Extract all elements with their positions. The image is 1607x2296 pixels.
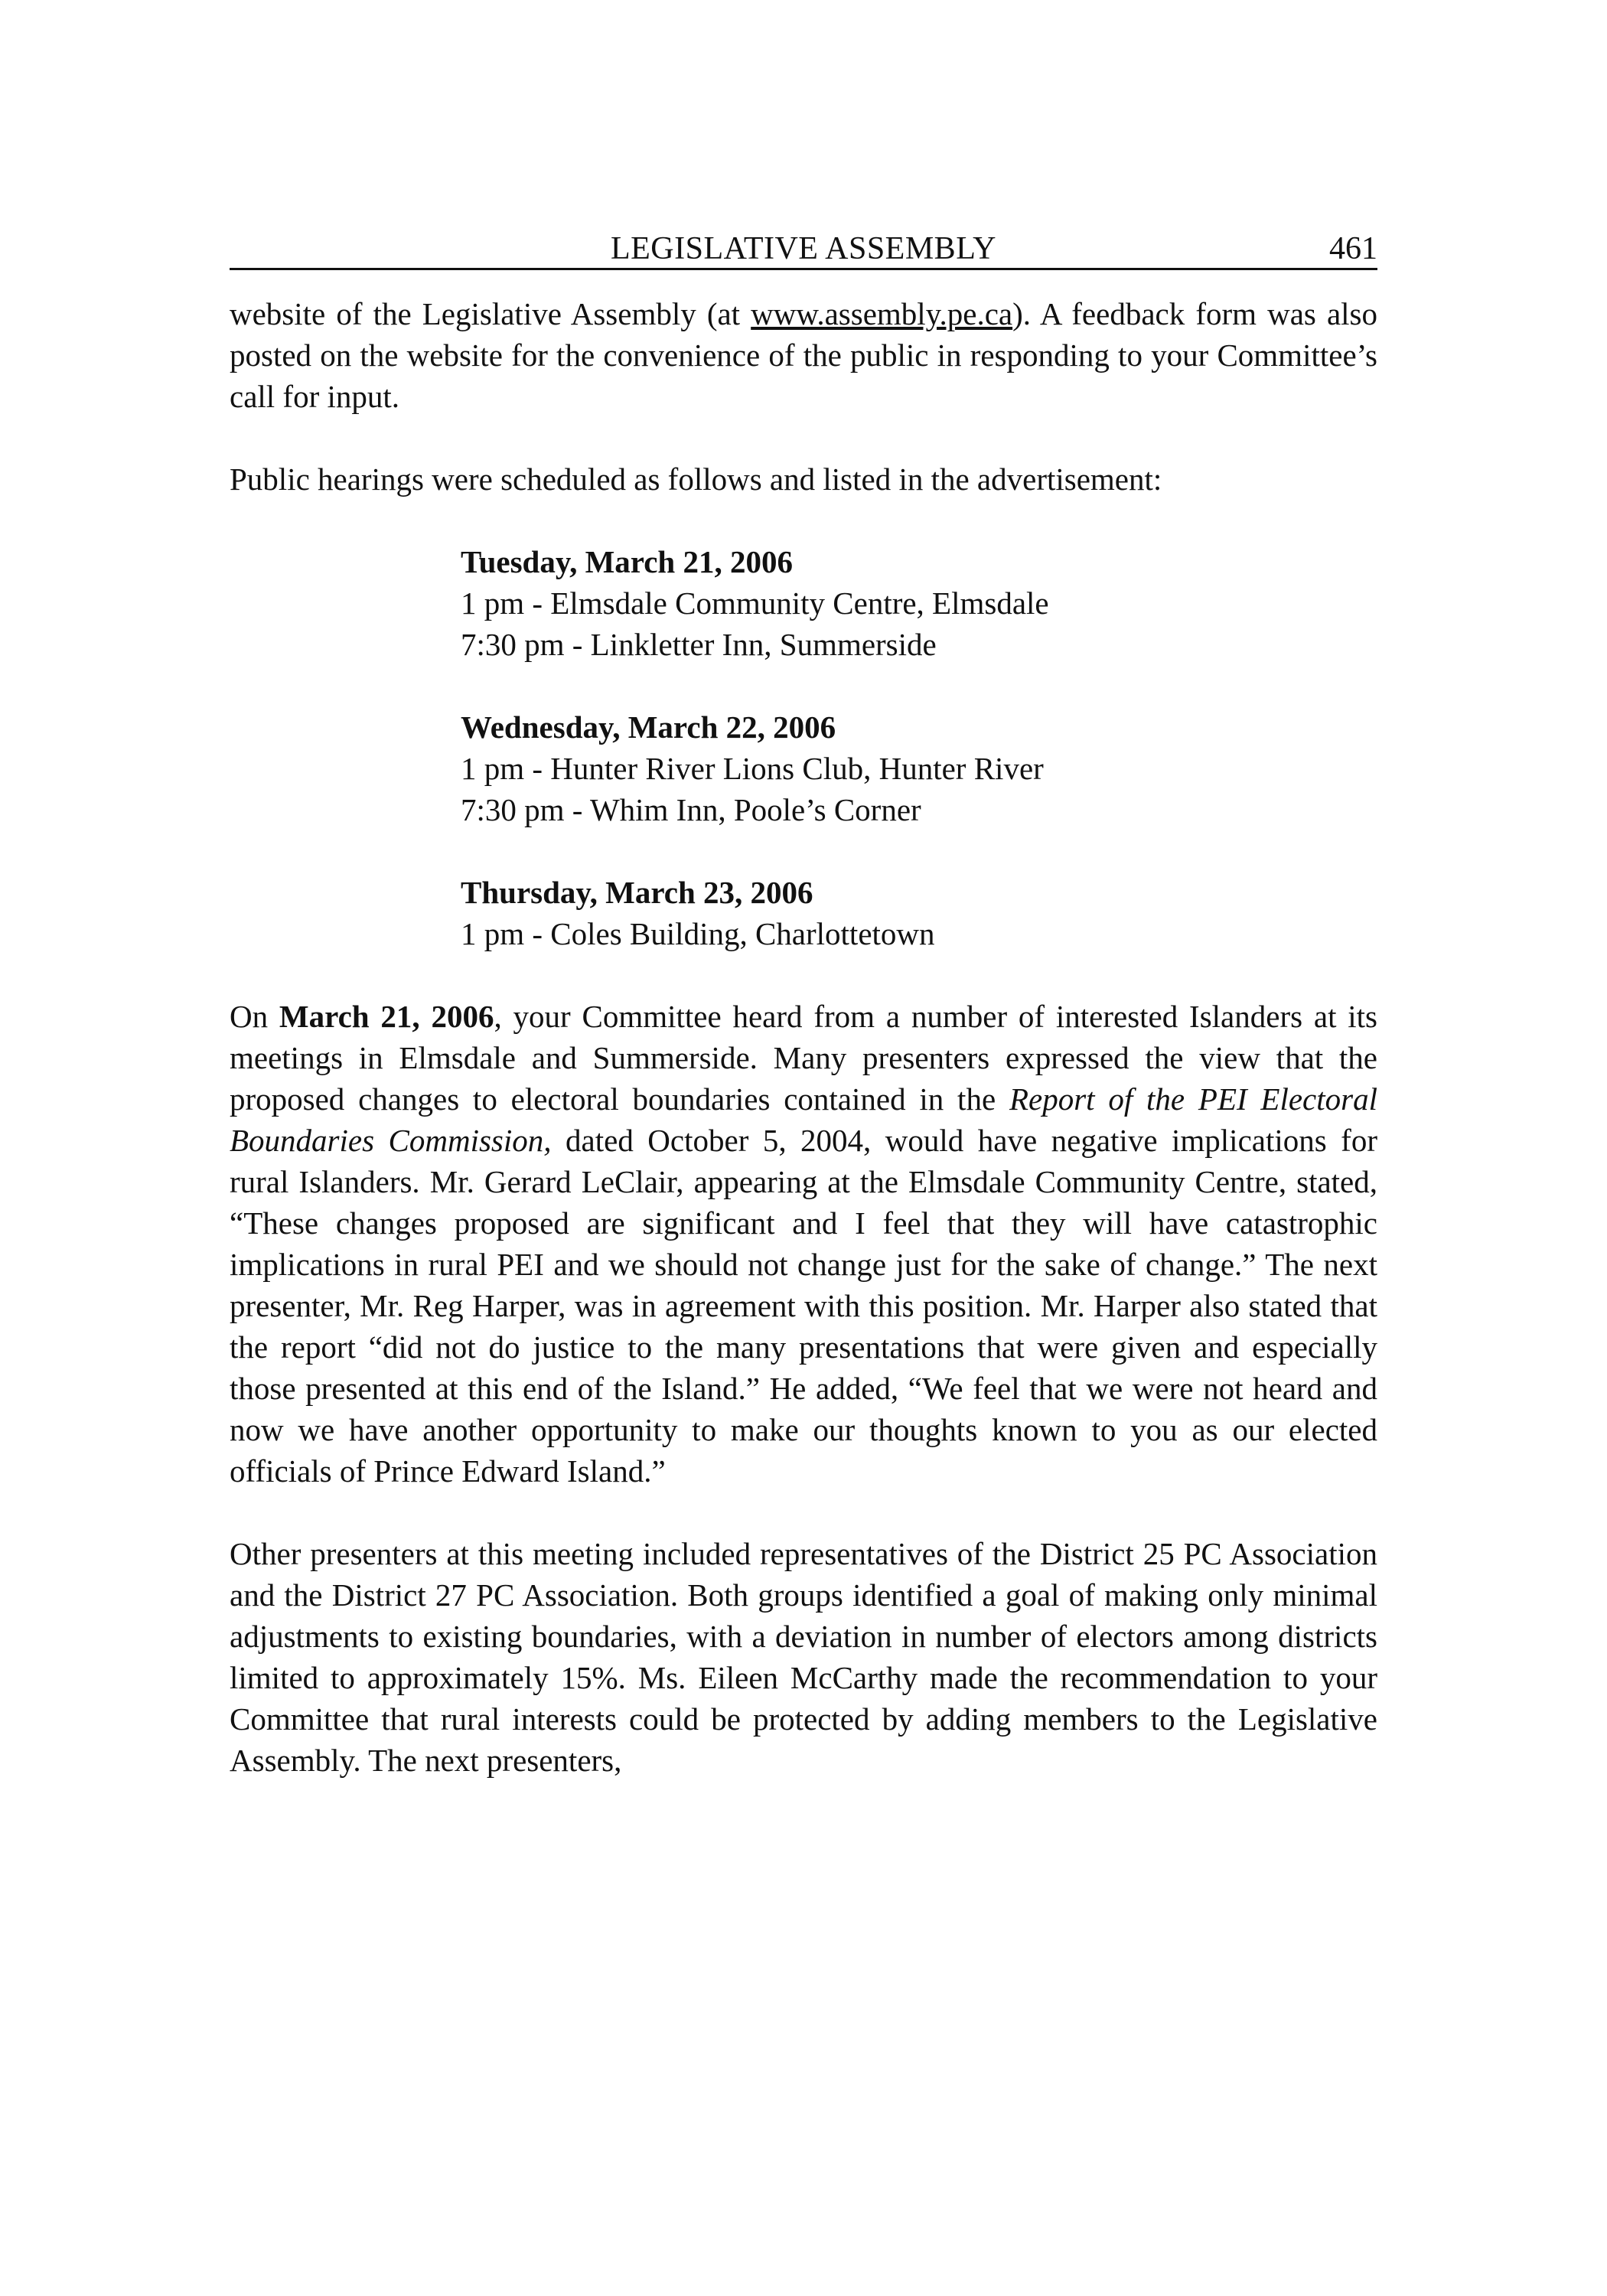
schedule-item: 1 pm - Coles Building, Charlottetown [461, 916, 935, 951]
schedule-item: 7:30 pm - Linkletter Inn, Summerside [461, 627, 937, 662]
schedule-day [461, 541, 1377, 665]
schedule-day-title: Wednesday, March 22, 2006 [461, 709, 836, 745]
header-title: LEGISLATIVE ASSEMBLY [611, 231, 996, 266]
document-page [230, 230, 1377, 1781]
schedule-item: 1 pm - Elmsdale Community Centre, Elmsdale [461, 585, 1049, 621]
paragraph-other-presenters: Other presenters at this meeting included representatives of the District 25 PC Association and the District 27 PC Association. Both groups identified a goal of making only minimal adjustments to existing boundaries, with a deviation in number of electors among districts limited to approximately 15%. Ms. Eileen McCarthy made the recommendation to your Committee that rural interests could be protected by adding members to the Legislative Assembly. The next presenters, [230, 1536, 1377, 1778]
schedule-item: 7:30 pm - Whim Inn, Poole’s Corner [461, 792, 921, 827]
schedule-day [461, 872, 1377, 954]
bold-date: March 21, 2006 [279, 999, 494, 1034]
schedule-day-title: Thursday, March 23, 2006 [461, 875, 813, 910]
schedule-item: 1 pm - Hunter River Lions Club, Hunter River [461, 751, 1044, 786]
assembly-website-link[interactable]: www.assembly.pe.ca [751, 296, 1013, 331]
paragraph-hearings-intro: Public hearings were scheduled as follows and listed in the advertisement: [230, 461, 1162, 497]
running-header [230, 230, 1377, 270]
schedule-day [461, 706, 1377, 830]
paragraph-text: , your Committee heard from a number of interested Islanders at its meetings in Elmsdale and Summerside. Many presenters expressed the view that the proposed changes to electoral boundaries contained in the [230, 999, 1378, 1117]
hearing-schedule [461, 541, 1377, 954]
paragraph-text: ). A feedback form was also posted on the website for the convenience of the public in responding to your Committee’s call for input. [230, 296, 1378, 414]
paragraph-text: On [230, 999, 279, 1034]
paragraph-text: website of the Legislative Assembly (at [230, 296, 751, 331]
paragraph-website [230, 293, 1377, 417]
schedule-day-title: Tuesday, March 21, 2006 [461, 544, 793, 579]
paragraph-march-21 [230, 996, 1377, 1492]
report-title: Report of the PEI Electoral Boundaries Commission, [230, 1081, 1377, 1158]
page-number: 461 [1329, 231, 1377, 266]
paragraph-text: dated October 5, 2004, would have negative implications for rural Islanders. Mr. Gerard LeClair, appearing at the Elmsdale Community Centre, stated, “These changes proposed are significant and I feel that they will have catastrophic implications in rural PEI and we should not change just for the sake of change.” The next presenter, Mr. Reg Harper, was in agreement with this position. Mr. Harper also stated that the report “did not do justice to the many presentations that were given and especially those presented at this end of the Island.” He added, “We feel that we were not heard and now we have another opportunity to make our thoughts known to you as our elected officials of Prince Edward Island.” [230, 1123, 1377, 1489]
